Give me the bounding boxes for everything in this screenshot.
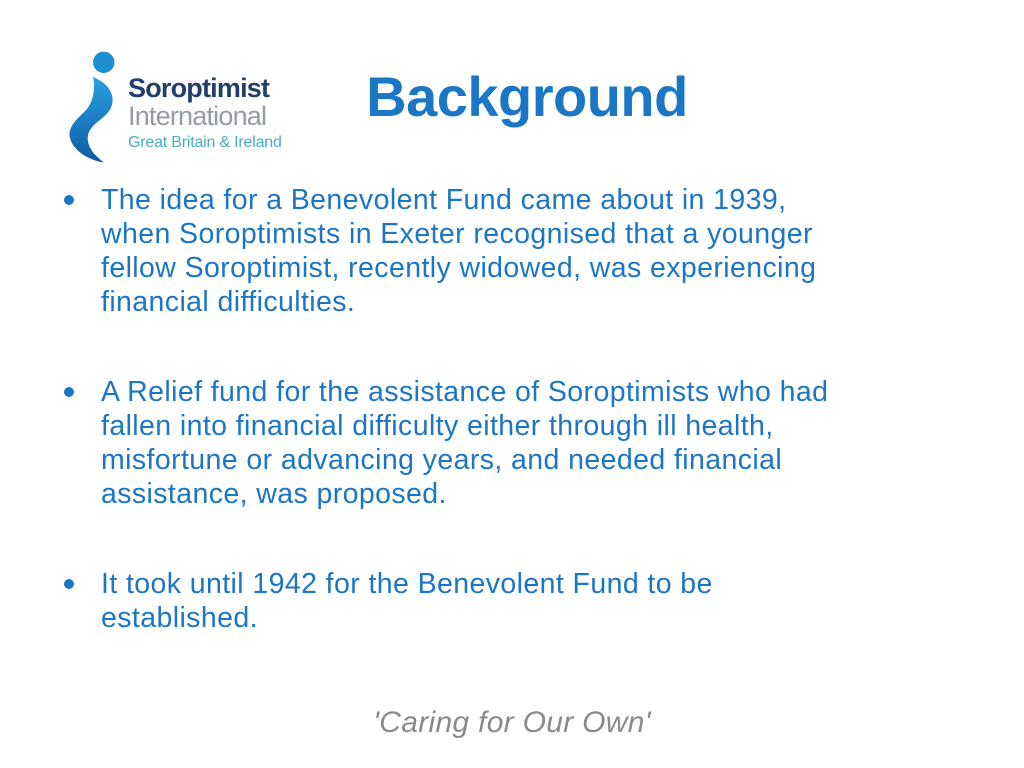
bullet-line: fellow Soroptimist, recently widowed, was experiencing	[101, 252, 817, 284]
logo-name: Soroptimist	[128, 73, 270, 103]
bullet-dot-icon	[64, 579, 74, 589]
bullet-list	[64, 183, 964, 691]
bullet-dot-icon	[64, 195, 74, 205]
bullet-marker-column	[64, 375, 101, 511]
bullet-line: misfortune or advancing years, and needed financial	[101, 444, 783, 476]
bullet-marker-column	[64, 183, 101, 319]
bullet-line: The idea for a Benevolent Fund came about in 1939,	[101, 184, 787, 216]
bullet-item	[64, 375, 964, 511]
bullet-dot-icon	[64, 387, 74, 397]
bullet-line: financial difficulties.	[101, 286, 356, 318]
bullet-text	[101, 567, 713, 635]
bullet-marker-column	[64, 567, 101, 635]
bullet-item	[64, 183, 964, 319]
logo-region: Great Britain & Ireland	[128, 134, 282, 151]
bullet-line: established.	[101, 602, 258, 634]
bullet-text	[101, 375, 828, 511]
bullet-line: when Soroptimists in Exeter recognised that a younger	[101, 218, 813, 250]
bullet-line: A Relief fund for the assistance of Soroptimists who had	[101, 376, 829, 408]
logo-subname: International	[128, 101, 267, 131]
bullet-line: fallen into financial difficulty either through ill health,	[101, 410, 774, 442]
bullet-text	[101, 183, 816, 319]
slide-title: Background	[366, 65, 688, 128]
bullet-line: It took until 1942 for the Benevolent Fund to be	[101, 568, 713, 600]
slide-footer-motto: 'Caring for Our Own'	[373, 706, 651, 739]
bullet-line: assistance, was proposed.	[101, 478, 447, 510]
bullet-item	[64, 567, 964, 635]
